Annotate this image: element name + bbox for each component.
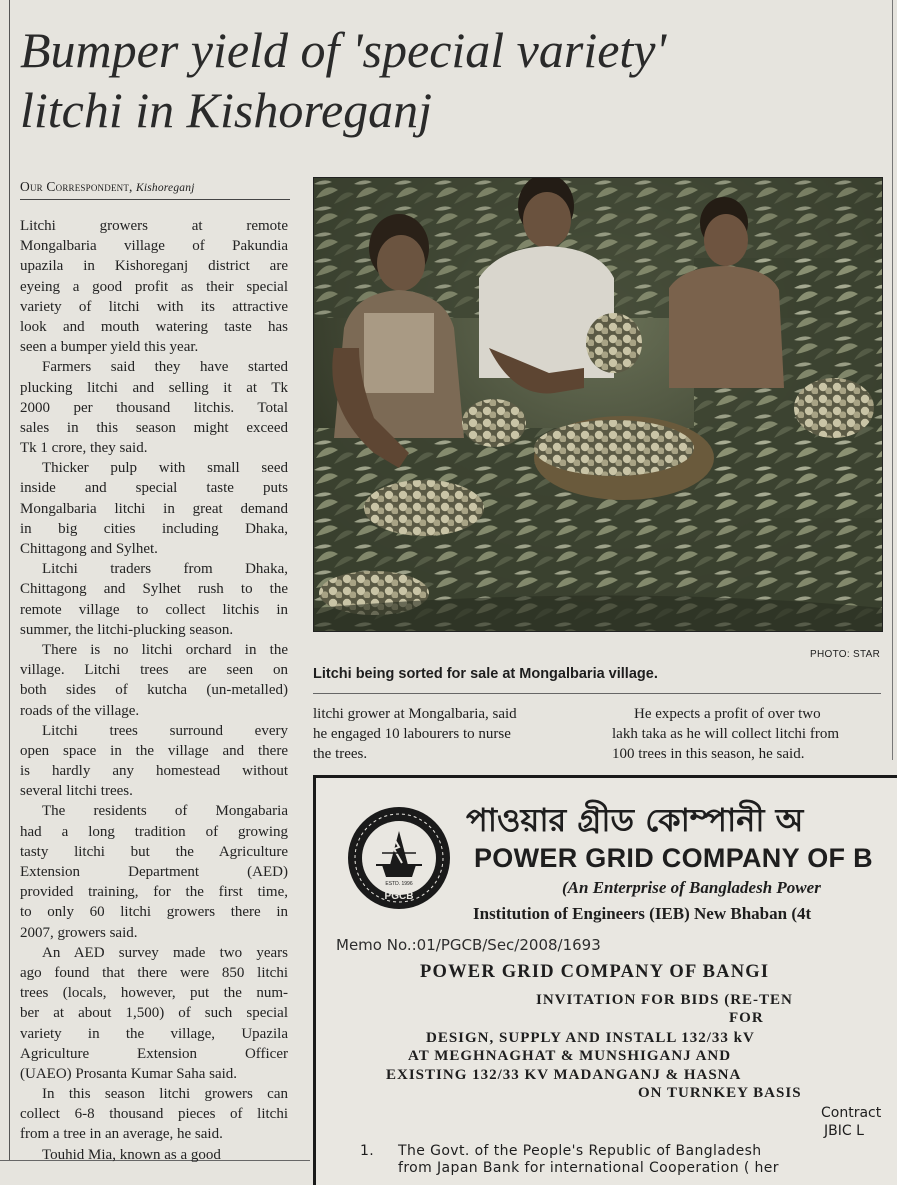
article-text-line: several litchi trees.: [20, 783, 133, 800]
article-text-line: summer, the litchi-plucking season.: [20, 621, 234, 638]
article-text-line: had a long tradition of growing: [20, 823, 288, 840]
byline-rule: [20, 199, 290, 200]
photo-caption: Litchi being sorted for sale at Mongalbaria village.: [313, 666, 658, 682]
article-text-line: roads of the village.: [20, 702, 140, 719]
tender-advertisement: [313, 775, 897, 1185]
article-photo: [313, 177, 883, 632]
article-text-line: open space in the village and there: [20, 742, 288, 759]
article-text-line: ago found that there were 850 litchi: [20, 964, 288, 981]
pgcb-logo: [346, 805, 452, 911]
article-text-line: He expects a profit of over two: [634, 706, 821, 722]
article-text-line: An AED survey made two years: [42, 944, 288, 961]
right-border-rule: [892, 0, 893, 760]
article-text-line: Farmers said they have started: [42, 359, 288, 376]
article-text-line: Mongalbaria village of Pakundia: [20, 238, 288, 255]
article-text-line: is hardly any homestead without: [20, 763, 288, 780]
article-text-line: village. Litchi trees are seen on: [20, 662, 288, 679]
article-text-line: the trees.: [313, 746, 368, 763]
article-text-line: he engaged 10 labourers to nurse: [313, 726, 511, 743]
ad-company-line: POWER GRID COMPANY OF BANGI: [420, 962, 770, 982]
article-text-line: Litchi traders from Dhaka,: [42, 561, 288, 578]
article-text-line: Chittagong and Sylhet.: [20, 541, 158, 557]
byline-place: Kishoreganj: [135, 182, 195, 194]
invitation-line: AT MEGHNAGHAT & MUNSHIGANJ AND: [408, 1048, 732, 1064]
article-text-line: The residents of Mongabaria: [42, 803, 288, 820]
byline: [20, 179, 195, 195]
ad-item-number: 1.: [360, 1143, 375, 1159]
invitation-line: FOR: [729, 1010, 764, 1026]
article-text-line: plucking litchi and selling it at Tk: [20, 379, 288, 396]
ad-item-line: The Govt. of the People's Republic of Bangladesh: [398, 1143, 762, 1159]
article-text-line: 2007, growers said.: [20, 924, 138, 941]
article-text-line: seen a bumper yield this year.: [20, 339, 199, 356]
article-text-line: Mongalbaria litchi in great demand: [20, 500, 288, 517]
article-text-line: 2000 per thousand litchis. Total: [20, 399, 288, 416]
left-border-rule: [9, 0, 10, 1160]
article-text-line: In this season litchi growers can: [42, 1086, 288, 1103]
article-text-line: ber at about 1,500) of such special: [20, 1005, 288, 1022]
ad-memo-number: Memo No.:01/PGCB/Sec/2008/1693: [336, 936, 601, 954]
caption-rule: [313, 693, 881, 694]
article-text-line: Touhid Mia, known as a good: [42, 1146, 221, 1163]
article-text-line: Tk 1 crore, they said.: [20, 440, 148, 457]
article-text-line: provided training, for the first time,: [20, 884, 288, 901]
ad-bangla-title: পাওয়ার গ্রীড কোম্পানী অ: [466, 801, 804, 839]
article-text-line: variety in the village, Upazila: [20, 1025, 288, 1042]
article-text-line: to only 60 litchi growers there in: [20, 904, 288, 921]
article-text-line: eyeing a good profit as their special: [20, 278, 288, 295]
invitation-line: ON TURNKEY BASIS: [638, 1085, 802, 1101]
invitation-line: DESIGN, SUPPLY AND INSTALL 132/33 kV: [426, 1030, 755, 1046]
article-text-line: 100 trees in this season, he said.: [612, 746, 805, 763]
article-text-line: (UAEO) Prosanta Kumar Saha said.: [20, 1065, 238, 1082]
article-text-line: lakh taka as he will collect litchi from: [612, 726, 840, 743]
article-text-line: Chittagong and Sylhet rush to the: [20, 581, 288, 598]
article-column-3: [612, 704, 884, 765]
headline-line-2: litchi in Kishoreganj: [20, 82, 433, 138]
headline-line-1: Bumper yield of 'special variety': [20, 22, 667, 78]
photo-credit: PHOTO: STAR: [810, 649, 881, 660]
article-text-line: Thicker pulp with small seed: [42, 460, 288, 477]
article-text-line: sales in this season might exceed: [20, 419, 288, 436]
article-text-line: look and mouth watering taste has: [20, 318, 288, 335]
logo-text: PGCB: [384, 891, 414, 902]
article-text-line: trees (locals, however, put the num-: [20, 985, 288, 1002]
article-text-line: from a tree in an average, he said.: [20, 1126, 223, 1143]
article-text-line: Litchi trees surround every: [42, 722, 288, 739]
article-text-line: remote village to collect litchis in: [20, 601, 288, 618]
ad-subtitle: (An Enterprise of Bangladesh Power: [562, 878, 821, 897]
ad-item-line: from Japan Bank for international Cooperation ( her: [398, 1160, 779, 1176]
article-column-2: [313, 704, 595, 765]
ad-contract-label: Contract: [821, 1105, 882, 1121]
ad-jbic-label: JBIC L: [824, 1123, 864, 1139]
article-headline: [20, 20, 880, 140]
article-text-line: Litchi growers at remote: [20, 218, 288, 234]
article-column-1: [20, 216, 288, 1165]
article-text-line: upazila in Kishoreganj district are: [20, 258, 288, 275]
ad-item-1: [360, 1143, 779, 1177]
article-text-line: collect 6-8 thousand pieces of litchi: [20, 1106, 288, 1123]
article-text-line: Agriculture Extension Officer: [20, 1045, 288, 1062]
article-text-line: variety of litchi with its attractive: [20, 298, 288, 315]
logo-estd: ESTD. 1996: [385, 881, 413, 887]
article-text-line: tasty litchi but the Agriculture: [20, 843, 288, 860]
invitation-line: INVITATION FOR BIDS (RE-TEN: [536, 992, 793, 1008]
article-text-line: both sides of kutcha (un-metalled): [20, 682, 288, 699]
article-text-line: There is no litchi orchard in the: [42, 641, 288, 658]
litchi-sorting-photo: [314, 178, 882, 631]
ad-institution: Institution of Engineers (IEB) New Bhaban (4t: [473, 904, 812, 923]
article-text-line: Extension Department (AED): [20, 864, 288, 880]
article-text-line: in big cities including Dhaka,: [20, 520, 288, 537]
ad-english-title: POWER GRID COMPANY OF B: [474, 843, 873, 873]
invitation-line: EXISTING 132/33 KV MADANGANJ & HASNA: [386, 1067, 742, 1083]
article-text-line: litchi grower at Mongalbaria, said: [313, 706, 517, 722]
article-text-line: inside and special taste puts: [20, 480, 288, 497]
byline-name: Our Correspondent,: [20, 179, 133, 194]
